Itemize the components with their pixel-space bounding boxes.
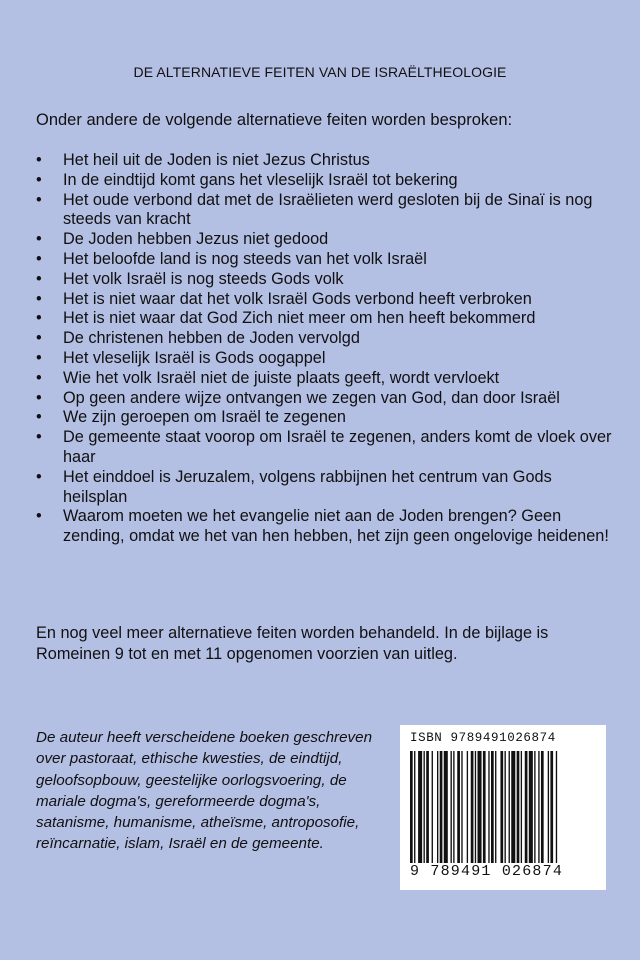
list-item: • In de eindtijd komt gans het vleselijk Israël tot bekering (36, 171, 618, 191)
list-item: • De Joden hebben Jezus niet gedood (36, 230, 618, 250)
list-item: • De gemeente staat voorop om Israël te zegenen, anders komt de vloek over haar (36, 428, 618, 468)
list-item: • De christenen hebben de Joden vervolgd (36, 329, 618, 349)
list-item: • Het oude verbond dat met de Israëlieten werd gesloten bij de Sinaï is nog steeds van kracht (36, 191, 618, 231)
list-item: • Het vleselijk Israël is Gods oogappel (36, 349, 618, 369)
list-item: • Het is niet waar dat God Zich niet meer om hen heeft bekommerd (36, 309, 618, 329)
list-item: • Op geen andere wijze ontvangen we zegen van God, dan door Israël (36, 389, 618, 409)
barcode-icon (410, 751, 598, 871)
list-item: • Wie het volk Israël niet de juiste plaats geeft, wordt vervloekt (36, 369, 618, 389)
barcode-digits: 9 789491 026874 (408, 863, 602, 880)
list-item: • Het beloofde land is nog steeds van het volk Israël (36, 250, 618, 270)
facts-list (36, 151, 618, 547)
list-item: • Het einddoel is Jeruzalem, volgens rabbijnen het centrum van Gods heilsplan (36, 468, 618, 508)
list-item: • Het heil uit de Joden is niet Jezus Christus (36, 151, 618, 171)
list-item: • We zijn geroepen om Israël te zegenen (36, 408, 618, 428)
isbn-barcode (400, 725, 606, 890)
author-note: De auteur heeft verscheidene boeken geschreven over pastoraat, ethische kwesties, de eindtijd, geloofsopbouw, geestelijke oorlogsvoering, de mariale dogma's, gereformeerde dogma's, satanisme, humanisme, atheïsme, antroposofie, reïncarnatie, islam, Israël en de gemeente. (36, 729, 373, 853)
list-item: • Het is niet waar dat het volk Israël Gods verbond heeft verbroken (36, 290, 618, 310)
closing-paragraph: En nog veel meer alternatieve feiten worden behandeld. In de bijlage is Romeinen 9 tot en met 11 opgenomen voorzien van uitleg. (36, 624, 549, 663)
list-item: • Waarom moeten we het evangelie niet aan de Joden brengen? Geen zending, omdat we het van hen hebben, het zijn geen ongelovige heidenen! (36, 507, 618, 547)
isbn-label: ISBN 9789491026874 (410, 731, 556, 745)
page-heading: DE ALTERNATIEVE FEITEN VAN DE ISRAËLTHEOLOGIE (133, 64, 507, 80)
list-item: • Het volk Israël is nog steeds Gods volk (36, 270, 618, 290)
intro-text: Onder andere de volgende alternatieve feiten worden besproken: (36, 111, 513, 129)
